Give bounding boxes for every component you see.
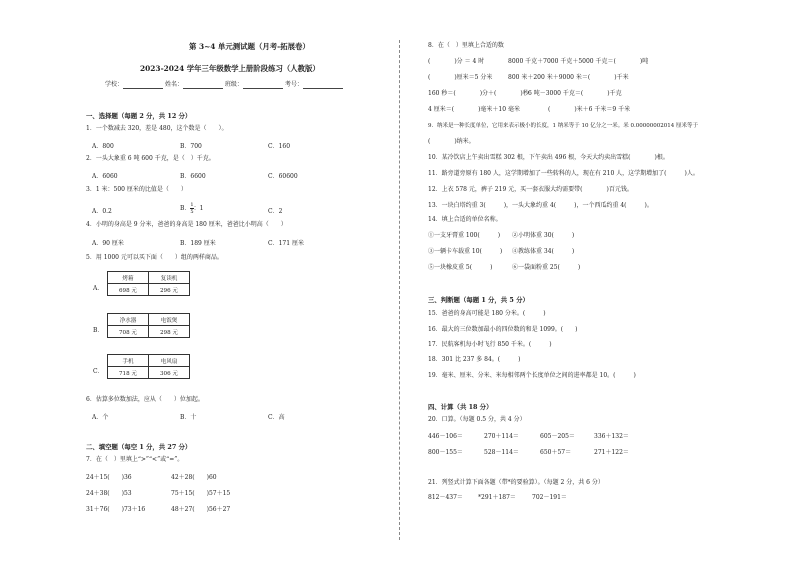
q8-item: ( )米＋6 千米＝9 千米: [548, 106, 631, 113]
q8-item: 4 厘米＝( )毫米＋10 毫米: [428, 106, 520, 113]
q16: 16．最大的三位数加最小的四位数的和是 1099。( ): [428, 326, 578, 333]
q1-option-c[interactable]: C．160: [268, 143, 291, 150]
q3: 3．1 米：500 厘米的比值是（ ）: [86, 186, 187, 193]
calc-item: 336＋132＝: [594, 433, 629, 440]
q12: 12．上衣 578 元，裤子 219 元，买一套衣服大约需要带( )百元钱。: [428, 186, 633, 193]
section-4-heading: 四、计算（共 18 分）: [428, 403, 493, 411]
q1-option-a[interactable]: A．800: [92, 143, 114, 150]
calc-item: 446－106＝: [428, 433, 463, 440]
q3-option-a[interactable]: A．0.2: [92, 208, 112, 215]
fraction-numerator: 1: [190, 202, 194, 208]
q21: 21．列竖式计算下面各题（带*的要验算）。（每题 2 分，共 6 分）: [428, 479, 604, 486]
q11: 11．路旁道旁原有 180 人，这学期增加了一些转科的人，现在有 210 人，这学期增加了( )人。: [428, 170, 699, 177]
exam-title: 第 3~4 单元测试题（月考-拓展卷）: [189, 42, 310, 51]
q7-item: 75＋15( )57＋15: [171, 490, 231, 497]
calc-item: 650＋57＝: [540, 449, 572, 456]
table-cell: 698 元: [108, 284, 149, 296]
q19: 19．毫米、厘米、分米、米每相邻两个长度单位之间的进率都是 10。( ): [428, 372, 636, 379]
q15: 15．爸爸的身高可能是 180 分米。( ): [428, 310, 546, 317]
q2-option-c[interactable]: C．60600: [268, 173, 298, 180]
q20: 20．口算。（每题 0.5 分，共 4 分）: [428, 416, 526, 423]
q18: 18．301 比 237 多 84。( ): [428, 356, 521, 363]
q13: 13．一块白塔约重 3( )，一头大象约重 4( )，一个西瓜约重 4( )。: [428, 202, 653, 209]
fold-line: [399, 40, 400, 540]
calc-item: 528－114＝: [484, 449, 519, 456]
q8-item: 160 秒＝( )分＋( )秒: [428, 90, 529, 97]
q5-option-a[interactable]: A．: [93, 285, 104, 292]
q5-table-c: [107, 354, 190, 379]
q6-option-c[interactable]: C．高: [268, 414, 285, 421]
q10: 10．某冷饮店上午卖出雪糕 302 根，下午卖出 496 根，今天大约卖出雪糕( )根。: [428, 154, 669, 161]
table-cell: 718 元: [108, 367, 149, 379]
calc-item: 702－191＝: [532, 494, 567, 501]
q8-item: 8000 千克＋7000 千克＋5000 千克＝( )吨: [508, 58, 649, 65]
q8-item: 6 吨－3000 千克＝( )千克: [528, 90, 622, 97]
table-cell: 708 元: [108, 326, 149, 338]
calc-item: 605－205＝: [540, 433, 575, 440]
q5-table-a: [107, 271, 190, 296]
q3-option-c[interactable]: C．2: [268, 208, 283, 215]
q6-option-a[interactable]: A．个: [92, 414, 109, 421]
q4-option-a[interactable]: A．90 厘米: [92, 240, 124, 247]
q7-item: 31＋76( )73＋16: [86, 506, 146, 513]
table-cell: 电风扇: [149, 355, 190, 367]
q7-item: 48＋27( )56＋27: [171, 506, 231, 513]
calc-item: 812－437＝: [428, 494, 463, 501]
q3-option-b[interactable]: [180, 202, 203, 215]
q14-item: ②小明体重 30( ): [512, 232, 575, 239]
q4-option-b[interactable]: B．189 厘米: [180, 240, 216, 247]
name-field[interactable]: [183, 82, 223, 89]
q5-option-c[interactable]: C．: [93, 368, 104, 375]
q14-item: ⑥一袋面粉重 25( ): [512, 264, 581, 271]
q4-option-c[interactable]: C．171 厘米: [268, 240, 304, 247]
table-cell: 复读机: [149, 272, 190, 284]
q2-option-a[interactable]: A．6060: [92, 173, 118, 180]
school-field[interactable]: [123, 82, 163, 89]
table-cell: 电饭煲: [149, 314, 190, 326]
q3b-suffix: ：1: [193, 205, 204, 212]
calc-item: *291＋187＝: [478, 494, 516, 501]
q2-option-b[interactable]: B．6600: [180, 173, 206, 180]
school-label: 学校：: [105, 81, 124, 88]
table-cell: 296 元: [149, 284, 190, 296]
exam-subtitle: 2023-2024 学年三年级数学上册阶段练习（人教版）: [140, 64, 320, 73]
q1-option-b[interactable]: B．700: [180, 143, 202, 150]
q7: 7．在（ ）里填上“>”“<”或“=”。: [86, 456, 184, 463]
q5-option-b[interactable]: B．: [93, 327, 104, 334]
table-cell: 306 元: [149, 367, 190, 379]
q7-item: 42＋28( )60: [171, 474, 217, 481]
calc-item: 270＋114＝: [484, 433, 519, 440]
q14-item: ①一支牙膏重 100( ): [428, 232, 501, 239]
section-3-heading: 三、判断题（每题 1 分，共 5 分）: [428, 296, 529, 304]
table-cell: 手机: [108, 355, 149, 367]
calc-item: 800－155＝: [428, 449, 463, 456]
q8-item: ( )分 ＝ 4 时: [428, 58, 485, 65]
section-1-heading: 一、选择题（每题 2 分，共 12 分）: [86, 112, 192, 120]
fraction-denominator: 5: [190, 209, 194, 215]
q17: 17．民航客机每小时飞行 850 千米。( ): [428, 341, 552, 348]
class-label: 班级：: [224, 81, 243, 88]
q5: 5．用 1000 元可以买下面（ ）组的两样商品。: [86, 254, 223, 261]
q1: 1．一个数减去 320，差是 480，这个数是（ ）。: [86, 125, 228, 132]
section-2-heading: 二、填空题（每空 1 分，共 27 分）: [86, 443, 192, 451]
q8: 8．在（ ）里填上合适的数: [428, 42, 504, 49]
q7-item: 24＋15( )36: [86, 474, 132, 481]
q4: 4．小明的身高是 9 分米，爸爸的身高是 180 厘米，爸爸比小明高（ ）: [86, 221, 287, 228]
q9-blank: ( )纳米。: [428, 138, 475, 145]
table-cell: 净水器: [108, 314, 149, 326]
number-label: 考号：: [284, 81, 303, 88]
q3b-prefix: B．: [180, 205, 191, 212]
q14-item: ③一辆卡车载重 10( ): [428, 248, 503, 255]
q2: 2．一头大象重 6 吨 600 千克，是（ ）千克。: [86, 155, 215, 162]
number-field[interactable]: [303, 82, 343, 89]
q6: 6．估算多位数加法，应从（ ）位加起。: [86, 396, 204, 403]
q14: 14．填上合适的单位名称。: [428, 216, 502, 223]
name-label: 姓名：: [164, 81, 183, 88]
q7-item: 24＋38( )53: [86, 490, 132, 497]
q5-table-b: [107, 313, 190, 338]
calc-item: 271＋122＝: [594, 449, 629, 456]
q14-item: ④教练体重 34( ): [512, 248, 575, 255]
table-cell: 烤箱: [108, 272, 149, 284]
q8-item: 800 米＋200 米＋9000 米＝( )千米: [508, 74, 629, 81]
q8-item: ( )厘米＝5 分米: [428, 74, 493, 81]
class-field[interactable]: [243, 82, 283, 89]
q6-option-b[interactable]: B．十: [180, 414, 197, 421]
info-row: [105, 81, 343, 89]
q14-item: ⑤一块橡皮重 5( ): [428, 264, 493, 271]
q9: 9．纳米是一种长度单位，它用来表示极小的长度，1 纳米等于 10 亿分之一米。米 0.00000002014 厘米等于: [428, 123, 698, 129]
table-cell: 298 元: [149, 326, 190, 338]
